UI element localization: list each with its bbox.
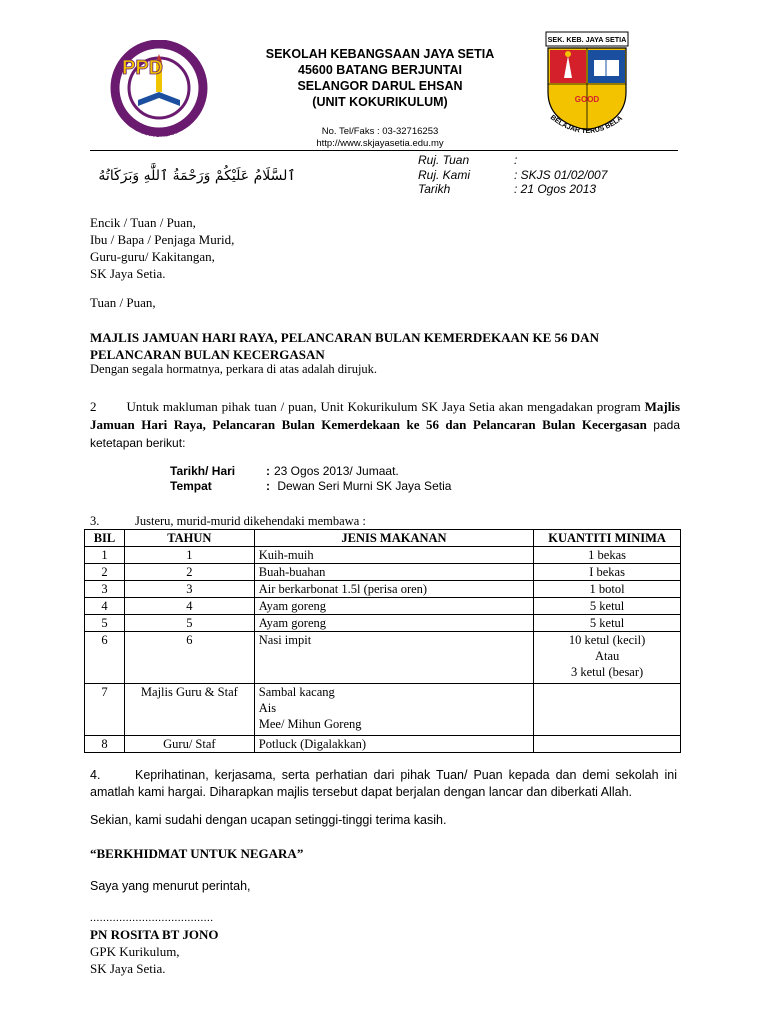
cell-qty [534, 736, 681, 753]
detail-value: Dewan Seri Murni SK Jaya Setia [274, 479, 452, 493]
food-items-table [84, 529, 681, 753]
cell-tahun: 2 [124, 564, 254, 581]
signatory-name: PN ROSITA BT JONO [90, 927, 219, 942]
header-divider [90, 150, 678, 151]
recipient-line: Encik / Tuan / Puan, [90, 215, 196, 230]
school-letterhead [230, 46, 530, 110]
ref-value: : [514, 153, 518, 167]
closing-phrase: Saya yang menurut perintah, [90, 879, 251, 893]
para2-text: Untuk makluman pihak tuan / puan, Unit Kokurikulum SK Jaya Setia akan mengadakan program [126, 399, 641, 414]
cell-food: Air berkarbonat 1.5l (perisa oren) [254, 581, 533, 598]
recipients-block [90, 214, 490, 282]
ref-label: Tarikh [418, 182, 451, 196]
reference-line: Dengan segala hormatnya, perkara di atas adalah dirujuk. [90, 362, 378, 376]
para2-text-after: pada ketetapan berikut: [90, 418, 680, 450]
paragraph-3 [90, 514, 366, 529]
ref-value: : 21 Ogos 2013 [514, 182, 597, 196]
para2-number: 2 [90, 399, 97, 414]
table-row [85, 736, 681, 753]
ref-row-kami [418, 168, 658, 183]
ref-label: Ruj. Tuan [418, 153, 470, 167]
col-header-tahun: TAHUN [124, 530, 254, 547]
cell-tahun: Majlis Guru & Staf [124, 684, 254, 736]
table-row [85, 632, 681, 684]
qty-line: Atau [594, 649, 620, 663]
motto: “BERKHIDMAT UNTUK NEGARA” [90, 846, 304, 861]
school-name: SEKOLAH KEBANGSAAN JAYA SETIA [265, 47, 495, 61]
cell-bil: 8 [85, 736, 125, 753]
para3-text: Justeru, murid-murid dikehendaki membawa : [135, 514, 366, 528]
school-unit: (UNIT KOKURIKULUM) [312, 95, 448, 109]
recipient-line: SK Jaya Setia. [90, 266, 166, 281]
col-header-qty: KUANTITI MINIMA [534, 530, 681, 547]
cell-bil: 5 [85, 615, 125, 632]
paragraph-4 [90, 767, 677, 801]
para3-number: 3. [90, 514, 100, 528]
cell-tahun: Guru/ Staf [124, 736, 254, 753]
table-row [85, 547, 681, 564]
ref-label: Ruj. Kami [418, 167, 471, 182]
cell-tahun: 5 [124, 615, 254, 632]
crest-letters: GOOD [574, 95, 600, 104]
signature-line: ...................................... [90, 912, 214, 924]
cell-qty: I bekas [534, 564, 681, 581]
cell-tahun: 1 [124, 547, 254, 564]
table-row [85, 615, 681, 632]
greeting: Tuan / Puan, [90, 295, 156, 310]
reference-block [418, 153, 658, 197]
detail-colon: : [266, 479, 270, 493]
cell-qty: 1 botol [534, 581, 681, 598]
qty-line: 10 ketul (kecil) [568, 633, 646, 647]
ppd-letters: PPD [122, 57, 164, 79]
cell-food: Nasi impit [254, 632, 533, 684]
cell-food [254, 684, 533, 736]
signatory-block [90, 926, 218, 977]
cell-qty: 1 bekas [534, 547, 681, 564]
cell-bil: 2 [85, 564, 125, 581]
website-link[interactable]: http://www.skjayasetia.edu.my [316, 138, 444, 149]
ref-row-tarikh [418, 182, 658, 197]
ref-row-tuan [418, 153, 658, 168]
ref-value: : SKJS 01/02/007 [514, 167, 608, 182]
ppd-logo [100, 40, 218, 140]
crest-motto: BELAJAR TERUS BELA [548, 114, 624, 136]
cell-qty [534, 684, 681, 736]
detail-colon: : [266, 464, 270, 478]
detail-label: Tarikh/ Hari [170, 464, 236, 478]
table-row [85, 564, 681, 581]
cell-qty [534, 632, 681, 684]
detail-label: Tempat [170, 479, 212, 493]
cell-bil: 7 [85, 684, 125, 736]
detail-row-venue [170, 479, 451, 494]
col-header-bil: BIL [85, 530, 125, 547]
food-line: Ais [258, 701, 277, 715]
cell-tahun: 3 [124, 581, 254, 598]
contact-block [230, 126, 530, 150]
col-header-food: JENIS MAKANAN [254, 530, 533, 547]
ppd-ring-text: PEJABAT PELAJARAN DAERAH KUALA SELANG [111, 90, 207, 140]
signatory-school: SK Jaya Setia. [90, 961, 166, 976]
cell-food: Ayam goreng [254, 598, 533, 615]
para4-text: Keprihatinan, kerjasama, serta perhatian dari pihak Tuan/ Puan kepada dan demi sekolah ini amatlah kami hargai. Diharapkan majlis tersebut dapat berjalan dengan lancar dan diberkati Allah. [90, 768, 677, 799]
table-row [85, 581, 681, 598]
detail-row-date [170, 464, 451, 479]
school-postcode-town: 45600 BATANG BERJUNTAI [298, 63, 462, 77]
qty-line: 3 ketul (besar) [570, 665, 644, 679]
cell-food: Buah-buahan [254, 564, 533, 581]
recipient-line: Guru-guru/ Kakitangan, [90, 249, 215, 264]
cell-food: Kuih-muih [254, 547, 533, 564]
salam-text: ٱلسَّلَامُ عَلَيْكُمْ وَرَحْمَةُ ٱللَّٰهِ وَبَرَكَاتُهُ [98, 168, 296, 184]
food-line: Sambal kacang [258, 685, 335, 699]
cell-bil: 1 [85, 547, 125, 564]
closing-thanks: Sekian, kami sudahi dengan ucapan setinggi-tinggi terima kasih. [90, 813, 447, 827]
paragraph-2 [90, 398, 680, 452]
food-line: Mee/ Mihun Goreng [258, 717, 362, 731]
table-row [85, 684, 681, 736]
cell-bil: 4 [85, 598, 125, 615]
cell-qty: 5 ketul [534, 615, 681, 632]
table-row [85, 598, 681, 615]
phone-fax: No. Tel/Faks : 03-32716253 [321, 126, 439, 137]
cell-qty: 5 ketul [534, 598, 681, 615]
detail-value: 23 Ogos 2013/ Jumaat. [274, 464, 399, 478]
signatory-title: GPK Kurikulum, [90, 944, 180, 959]
cell-food: Potluck (Digalakkan) [254, 736, 533, 753]
para4-number: 4. [90, 768, 101, 782]
cell-tahun: 6 [124, 632, 254, 684]
table-header-row [85, 530, 681, 547]
cell-bil: 3 [85, 581, 125, 598]
cell-bil: 6 [85, 632, 125, 684]
cell-food: Ayam goreng [254, 615, 533, 632]
para2-event: Majlis Jamuan Hari Raya, Pelancaran Bulan Kemerdekaan ke 56 dan Pelancaran Bulan Kecergasan [90, 399, 681, 432]
event-details [170, 464, 451, 494]
school-crest-logo [540, 30, 634, 142]
school-state: SELANGOR DARUL EHSAN [297, 79, 463, 93]
cell-tahun: 4 [124, 598, 254, 615]
salam-calligraphy [92, 162, 302, 194]
crest-top-text: SEK. KEB. JAYA SETIA [547, 35, 627, 44]
letter-subject: MAJLIS JAMUAN HARI RAYA, PELANCARAN BULAN KEMERDEKAAN KE 56 DAN PELANCARAN BULAN KECERGASAN [90, 330, 599, 362]
recipient-line: Ibu / Bapa / Penjaga Murid, [90, 232, 235, 247]
